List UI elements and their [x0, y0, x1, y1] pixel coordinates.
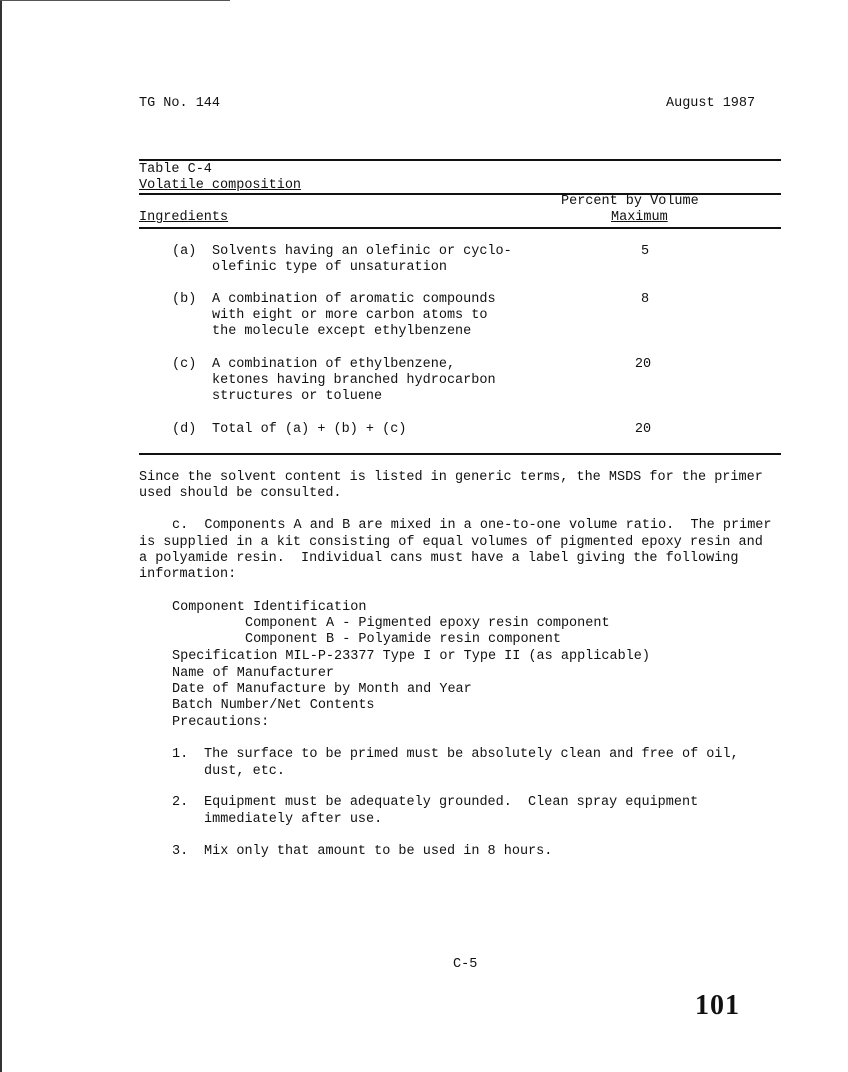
- row-label: (a): [172, 244, 197, 259]
- row-text: the molecule except ethylbenzene: [212, 324, 472, 339]
- row-text: structures or toluene: [212, 389, 383, 404]
- col-header-ingredients: Ingredients: [139, 210, 229, 225]
- label-item: Batch Number/Net Contents: [172, 698, 375, 713]
- table-header-bottom-rule: [139, 227, 781, 229]
- list-text: dust, etc.: [204, 764, 286, 779]
- list-number: 1.: [172, 747, 189, 762]
- page-number: C-5: [453, 957, 478, 972]
- scan-left-edge: [0, 0, 2, 1072]
- paragraph-line: c. Components A and B are mixed in a one-to-one volume ratio. The primer: [172, 518, 772, 533]
- label-item: Component Identification: [172, 600, 367, 615]
- row-text: olefinic type of unsaturation: [212, 260, 447, 275]
- row-text: with eight or more carbon atoms to: [212, 308, 488, 323]
- paragraph-line: is supplied in a kit consisting of equal volumes of pigmented epoxy resin and: [139, 535, 763, 550]
- label-item: Name of Manufacturer: [172, 666, 335, 681]
- list-text: Equipment must be adequately grounded. Clean spray equipment: [204, 795, 699, 810]
- label-item: Component A - Pigmented epoxy resin component: [245, 616, 610, 631]
- col-header-maximum: Maximum: [611, 210, 668, 225]
- label-item: Date of Manufacture by Month and Year: [172, 682, 472, 697]
- row-label: (d): [172, 422, 197, 437]
- table-bottom-rule: [139, 453, 781, 455]
- row-value: 20: [634, 357, 652, 372]
- row-value: 20: [634, 422, 652, 437]
- col-header-percent: Percent by Volume: [561, 194, 699, 209]
- list-text: immediately after use.: [204, 812, 383, 827]
- table-top-rule: [139, 159, 781, 161]
- label-item: Specification MIL-P-23377 Type I or Type II (as applicable): [172, 649, 650, 664]
- row-text: ketones having branched hydrocarbon: [212, 373, 496, 388]
- paragraph-line: a polyamide resin. Individual cans must have a label giving the following: [139, 551, 739, 566]
- paragraph-line: Since the solvent content is listed in generic terms, the MSDS for the primer: [139, 470, 763, 485]
- list-text: Mix only that amount to be used in 8 hours.: [204, 844, 553, 859]
- row-value: 5: [640, 244, 650, 259]
- row-text: A combination of aromatic compounds: [212, 292, 496, 307]
- paragraph-line: information:: [139, 567, 237, 582]
- row-text: Solvents having an olefinic or cyclo-: [212, 244, 512, 259]
- doc-number: TG No. 144: [139, 96, 221, 111]
- scan-top-edge: [0, 0, 230, 1]
- doc-date: August 1987: [666, 96, 756, 111]
- label-item: Precautions:: [172, 715, 270, 730]
- row-value: 8: [640, 292, 650, 307]
- list-number: 3.: [172, 844, 189, 859]
- list-number: 2.: [172, 795, 189, 810]
- row-label: (c): [172, 357, 197, 372]
- list-text: The surface to be primed must be absolutely clean and free of oil,: [204, 747, 739, 762]
- table-title: Table C-4: [139, 162, 212, 177]
- row-text: A combination of ethylbenzene,: [212, 357, 456, 372]
- stamped-page-number: 101: [695, 990, 740, 1021]
- table-subtitle: Volatile composition: [139, 178, 302, 193]
- row-label: (b): [172, 292, 197, 307]
- row-text: Total of (a) + (b) + (c): [212, 422, 407, 437]
- paragraph-line: used should be consulted.: [139, 486, 342, 501]
- label-item: Component B - Polyamide resin component: [245, 632, 561, 647]
